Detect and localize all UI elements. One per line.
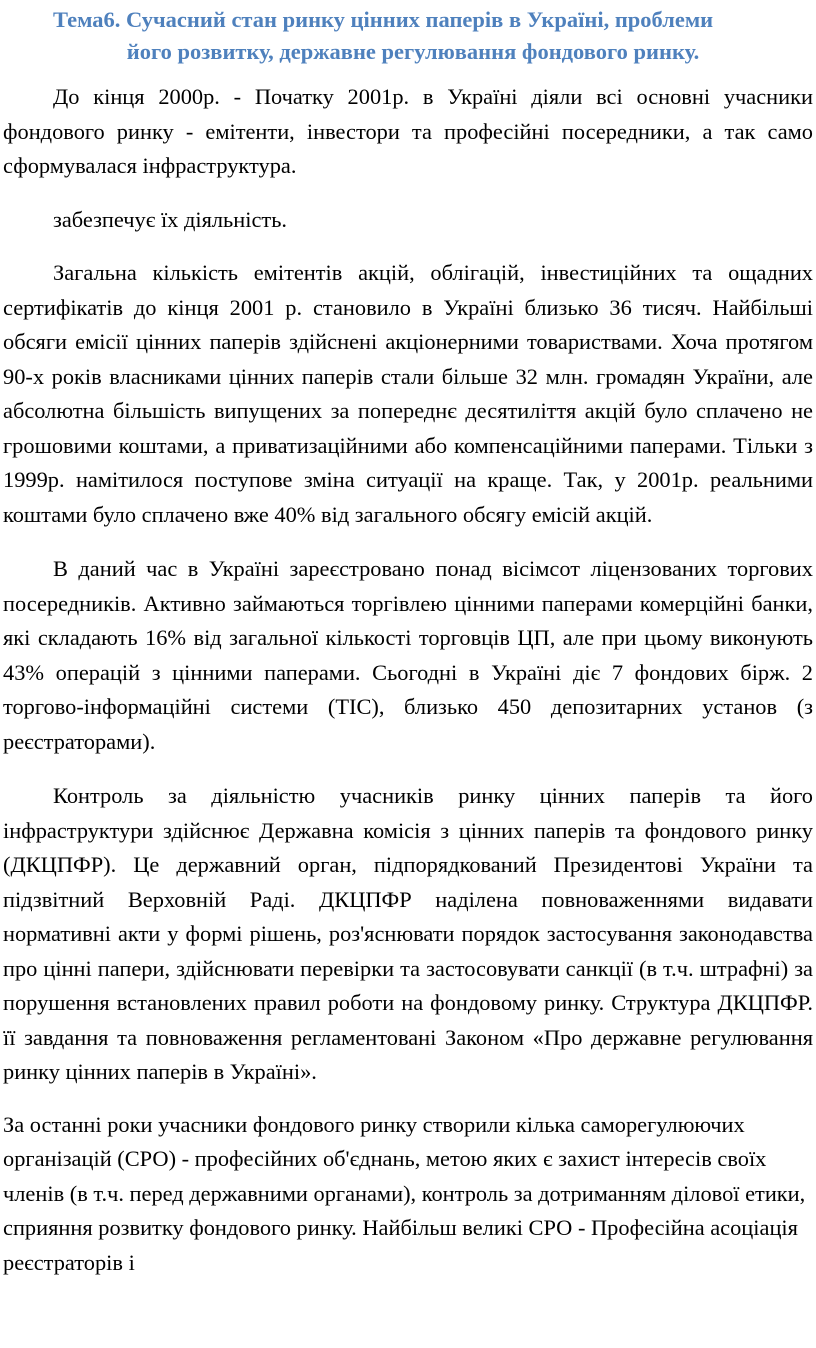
paragraph-intermediaries: В даний час в Україні зареєстровано понад вісімсот ліцензованих торгових посередників. Активно займаються торгівлею цінними паперами комерційні банки, які складають 16% від загальної кількості торговців ЦП, але при цьому виконують 43% операцій з цінними паперами. Сьогодні в Україні діє 7 фондових бірж. 2 торгово-інформаційні системи (ТІС), близько 450 депозитарних установ (з реєстраторами). xyxy=(3,556,813,754)
title-line-2: його розвитку, державне регулювання фондового ринку. xyxy=(126,39,700,64)
paragraph-fragment: забезпечує їх діяльність. xyxy=(53,206,288,232)
paragraph-self-regulatory-orgs: За останні роки учасники фондового ринку створили кілька саморегулюючих організацій (СРО) - професійних об'єднань, метою яких є захист інтересів своїх членів (в т.ч. перед державними органами), контроль за дотриманням ділової етики, сприяння розвитку фондового ринку. Найбільш великі СРО - Професійна асоціація реєстраторів і xyxy=(3,1111,806,1275)
paragraph-regulator: Контроль за діяльністю учасників ринку цінних паперів та його інфраструктури здійснює Державна комісія з цінних паперів та фондового ринку (ДКЦПФР). Це державний орган, підпорядкований Президентові України та підзвітний Верховній Раді. ДКЦПФР наділена повноваженнями видавати нормативні акти у формі рішень, роз'яснювати порядок застосування законодавства про цінні папери, здійснювати перевірки та застосовувати санкції (в т.ч. штрафні) за порушення встановлених правил роботи на фондовому ринку. Структура ДКЦПФР. її завдання та повноваження регламентовані Законом «Про державне регулювання ринку цінних паперів в Україні». xyxy=(3,783,813,1084)
paragraph-issuers: Загальна кількість емітентів акцій, облігацій, інвестиційних та ощадних сертифікатів до кінця 2001 р. становило в Україні близько 36 тисяч. Найбільші обсяги емісії цінних паперів здійснені акціонерними товариствами. Хоча протягом 90-х років власниками цінних паперів стали більше 32 млн. громадян України, але абсолютна більшість випущених за попереднє десятиліття акцій було сплачено не грошовими коштами, а приватизаційними або компенсаційними паперами. Тільки з 1999р. намітилося поступове зміна ситуації на краще. Так, у 2001р. реальними коштами було сплачено вже 40% від загального обсягу емісій акцій. xyxy=(3,260,813,527)
title-line-1: Тема6. Сучасний стан ринку цінних паперів в Україні, проблеми xyxy=(53,7,714,32)
paragraph-market-participants: До кінця 2000р. - Початку 2001р. в Україні діяли всі основні учасники фондового ринку - емітенти, інвестори та професійні посередники, а так само сформувалася інфраструктура. xyxy=(3,84,813,178)
document-title xyxy=(3,0,813,68)
